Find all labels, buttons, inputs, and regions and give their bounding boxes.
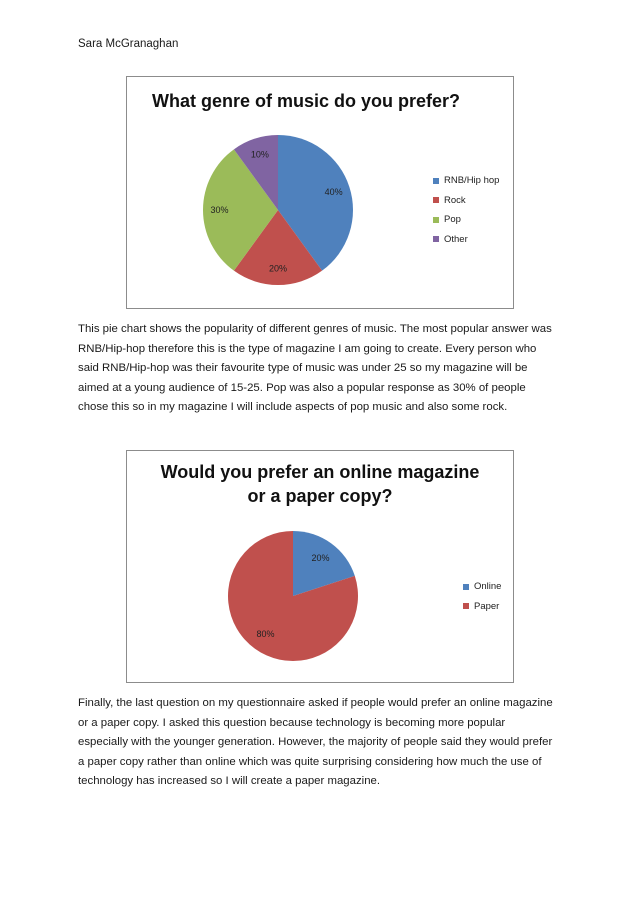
chart-title-line: Would you prefer an online magazine	[160, 462, 480, 482]
author-name: Sara McGranaghan	[78, 38, 179, 50]
format-pie-chart	[126, 450, 514, 683]
slice-value-label: 20%	[311, 553, 330, 564]
slice-value-label: 20%	[268, 263, 288, 274]
chart-legend	[433, 171, 499, 249]
chart-title: What genre of music do you prefer?	[151, 91, 461, 111]
slice-value-label: 30%	[210, 205, 229, 215]
legend-item	[433, 191, 499, 211]
genre-pie-chart	[126, 76, 514, 309]
slice-value-label: 40%	[324, 186, 343, 197]
legend-swatch	[433, 178, 439, 184]
chart-legend	[463, 577, 501, 616]
legend-swatch	[463, 603, 469, 609]
legend-swatch	[463, 584, 469, 590]
chart-title-line: or a paper copy?	[247, 486, 393, 506]
legend-label: Pop	[444, 214, 461, 226]
legend-swatch	[433, 236, 439, 242]
format-pie-svg	[127, 451, 515, 684]
slice-value-label: 10%	[250, 149, 269, 160]
format-analysis-paragraph: Finally, the last question on my questionnaire asked if people would prefer an online magazine or a paper copy. I asked this question because technology is becoming more popular especially with the younger generation. However, the majority of people said they would prefer a paper copy rather than online which was quite surprising considering how much the use of technology has increased so I will create a paper magazine.	[78, 697, 553, 787]
legend-label: Online	[474, 581, 502, 593]
legend-swatch	[433, 197, 439, 203]
legend-item	[433, 171, 499, 191]
legend-label: Other	[444, 233, 468, 245]
legend-item	[433, 210, 499, 230]
legend-swatch	[433, 217, 439, 223]
legend-item	[433, 230, 499, 250]
genre-analysis-paragraph: This pie chart shows the popularity of different genres of music. The most popular answer was RNB/Hip-hop therefore this is the type of magazine I am going to create. Every person who said RNB/Hip-hop was their favourite type of music was under 25 so my magazine will be aimed at a young audience of 15-25. Pop was also a popular response as 30% of people chose this so in my magazine I will include aspects of pop music and also some rock.	[78, 323, 552, 413]
legend-item	[463, 577, 501, 597]
slice-value-label: 80%	[256, 628, 275, 639]
legend-label: Rock	[444, 194, 466, 206]
legend-label: Paper	[474, 600, 500, 612]
legend-item	[463, 597, 501, 617]
legend-label: RNB/Hip hop	[444, 175, 500, 187]
